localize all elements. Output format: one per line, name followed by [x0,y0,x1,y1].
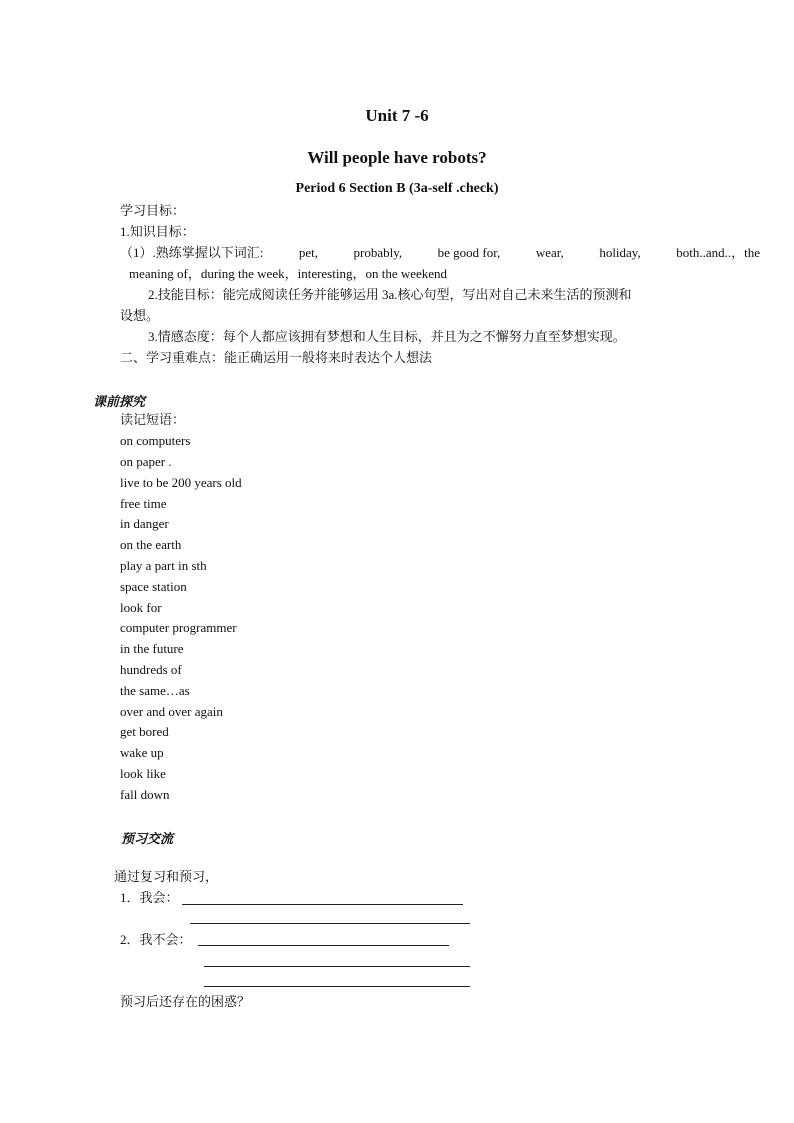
phrase-item: computer programmer [120,620,237,635]
vocab-item: pet, [298,245,319,260]
phrase-item: play a part in sth [120,558,207,573]
objectives-heading: 学习目标： [120,203,186,218]
phrase-item: on paper . [120,454,172,469]
phrase-item: wake up [120,745,164,760]
can-answer-line[interactable] [182,904,463,905]
phrase-item: over and over again [120,704,223,719]
can-label: 1．我会： [120,890,179,905]
knowledge-objective-label: 1.知识目标： [120,224,195,239]
phrase-item: on the earth [120,537,182,552]
phrase-item: on computers [120,433,191,448]
phrase-item: look for [120,600,162,615]
cannot-label: 2．我不会： [120,932,192,947]
cannot-answer-line[interactable] [198,945,449,946]
reading-phrases-label: 读记短语： [120,412,186,427]
pre-class-heading: 课前探究 [93,394,146,409]
period-subtitle: Period 6 Section B (3a-self .check) [295,181,499,196]
phrase-item: in danger [120,516,169,531]
vocab-item: both..and..，the [676,245,760,260]
lesson-title: Will people have robots? [307,148,487,167]
vocab-item: holiday, [599,245,641,260]
phrase-item: live to be 200 years old [120,475,242,490]
phrase-item: hundreds of [120,662,182,677]
key-points: 二、学习重难点：能正确运用一般将来时表达个人想法 [120,350,433,365]
vocab-item: probably, [353,245,403,260]
preview-intro: 通过复习和预习， [114,869,219,884]
phrase-item: look like [120,766,166,781]
phrase-item: fall down [120,787,170,802]
preview-heading: 预习交流 [121,831,174,846]
vocab-item: （1）.熟练掌握以下词汇: [120,245,264,260]
remaining-questions: 预习后还存在的困惑？ [120,994,251,1009]
phrase-item: the same…as [120,683,190,698]
can-answer-line-2[interactable] [190,923,470,924]
phrase-item: get bored [120,724,169,739]
phrase-item: space station [120,579,187,594]
cannot-answer-line-2[interactable] [204,966,470,967]
skill-objective-line2: 设想。 [120,308,160,323]
vocab-list-line2: meaning of，during the week，interesting，on the weekend [129,266,448,281]
emotion-objective: 3.情感态度：每个人都应该拥有梦想和人生目标，并且为之不懈努力直至梦想实现。 [148,329,626,344]
phrase-item: free time [120,496,167,511]
phrase-item: in the future [120,641,184,656]
vocab-list-line1 [120,245,760,261]
skill-objective-line1: 2.技能目标：能完成阅读任务并能够运用 3a.核心句型，写出对自己未来生活的预测和 [148,287,632,302]
cannot-answer-line-3[interactable] [204,986,470,987]
unit-title: Unit 7 -6 [365,106,429,125]
vocab-item: be good for, [437,245,501,260]
vocab-item: wear, [535,245,564,260]
